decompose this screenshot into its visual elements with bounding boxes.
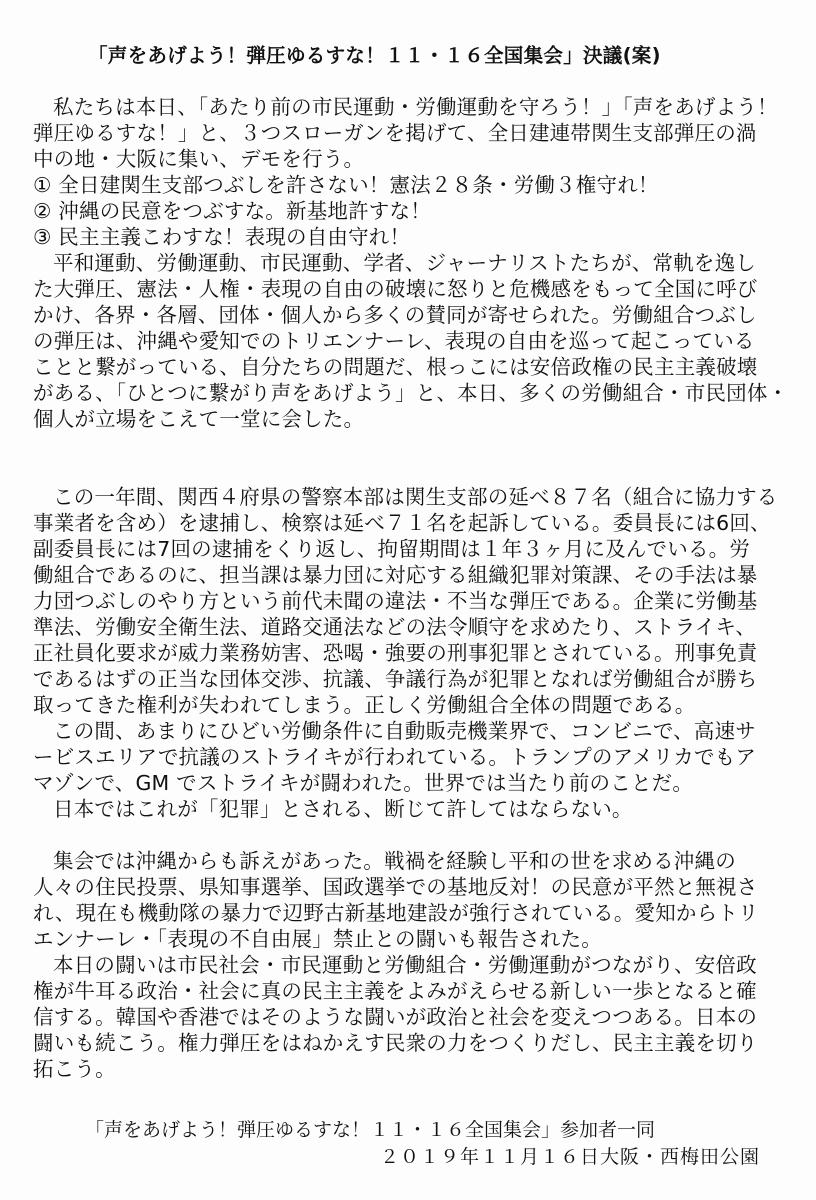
slogan-item: ① 全日建関生支部つぶしを許さない！憲法２８条・労働３権守れ！ — [33, 173, 659, 197]
paragraph-line: ことと繋がっている、自分たちの問題だ、根っこには安倍政権の民主主義破壊 — [33, 355, 758, 379]
intro-section — [33, 94, 793, 432]
rally-section — [33, 848, 793, 1082]
paragraph-line: 事業者を含め）を逮捕し、検察は延べ７１名を起訴している。委員長には6回、 — [33, 511, 771, 535]
paragraph-line: ービスエリアで抗議のストライキが行われている。トランプのアメリカでもア — [33, 745, 757, 769]
paragraph-line: がある、「ひとつに繋がり声をあげよう」と、本日、多くの労働組合・市民団体・ — [33, 381, 789, 405]
paragraph-line: れ、現在も機動隊の暴力で辺野古新基地建設が強行されている。愛知からトリ — [33, 901, 759, 925]
paragraph-line: 平和運動、労働運動、市民運動、学者、ジャーナリストたちが、常軌を逸し — [53, 251, 756, 275]
paragraph-line: 闘いも続こう。権力弾圧をはねかえす民衆の力をつくりだし、民主主義を切り — [33, 1031, 758, 1055]
paragraph-line: 拓こう。 — [33, 1057, 116, 1081]
paragraph-line: であるはずの正当な団体交渉、抗議、争議行為が犯罪となれば労働組合が勝ち — [33, 667, 758, 691]
paragraph-line: 信する。韓国や香港ではそのような闘いが政治と社会を変えつつある。日本の — [33, 1005, 758, 1029]
paragraph-line: の弾圧は、沖縄や愛知でのトリエンナーレ、表現の自由を巡って起こっている — [33, 329, 755, 353]
paragraph-line: エンナーレ・「表現の不自由展」禁止との闘いも報告された。 — [33, 927, 602, 951]
paragraph-line: 準法、労働安全衛生法、道路交通法などの法令順守を求めたり、ストライキ、 — [33, 615, 757, 639]
paragraph-line: 個人が立場をこえて一堂に会した。 — [33, 407, 365, 431]
paragraph-line: マゾンで、GM でストライキが闘われた。世界では当たり前のことだ。 — [33, 771, 694, 795]
paragraph-line: 働組合であるのに、担当課は暴力団に対応する組織犯罪対策課、その手法は暴 — [33, 563, 758, 587]
paragraph-line: 取ってきた権利が失われてしまう。正しく労働組合全体の問題である。 — [33, 693, 696, 717]
paragraph-line: 日本ではこれが「犯罪」とされる、断じて許してはならない。 — [53, 797, 633, 821]
intro-line: 弾圧ゆるすな！」と、３つスローガンを掲げて、全日建連帯関生支部弾圧の渦 — [33, 121, 757, 145]
paragraph-line: た大弾圧、憲法・人権・表現の自由の破壊に怒りと危機感をもって全国に呼び — [33, 277, 758, 301]
paragraph-line: この間、あまりにひどい労働条件に自動販売機業界で、コンビニで、高速サ — [53, 719, 756, 743]
paragraph-line: 人々の住民投票、県知事選挙、国政選挙での基地反対！の民意が平然と無視さ — [33, 875, 758, 899]
slogan-item: ② 沖縄の民意をつぶすな。新基地許すな！ — [33, 199, 431, 223]
date-place: ２０１９年１１月１６日大阪・西梅田公園 — [380, 1146, 761, 1168]
intro-line: 中の地・大阪に集い、デモを行う。 — [33, 147, 365, 171]
slogan-item: ③ 民主主義こわすな！表現の自由守れ！ — [33, 225, 411, 249]
paragraph-line: この一年間、関西４府県の警察本部は関生支部の延べ８７名（組合に協力する — [53, 485, 778, 509]
paragraph-line: かけ、各界・各層、団体・個人から多くの賛同が寄せられた。労働組合つぶし — [33, 303, 757, 327]
paragraph-line: 正社員化要求が威力業務妨害、恐喝・強要の刑事犯罪とされている。刑事免責 — [33, 641, 758, 665]
arrests-section — [33, 484, 793, 822]
paragraph-line: 副委員長には7回の逮捕をくり返し、拘留期間は１年３ヶ月に及んでいる。労 — [33, 537, 751, 561]
intro-line: 私たちは本日、「あたり前の市民運動・労働運動を守ろう！」「声をあげよう！ — [53, 95, 778, 119]
document-title: 「声をあげよう！弾圧ゆるすな！１１・１６全国集会」決議(案) — [88, 44, 661, 67]
paragraph-line: 権が牛耳る政治・社会に真の民主主義をよみがえらせる新しい一歩となると確 — [33, 979, 757, 1003]
paragraph-line: 力団つぶしのやり方という前代未聞の違法・不当な弾圧である。企業に労働基 — [33, 589, 758, 613]
paragraph-line: 集会では沖縄からも訴えがあった。戦禍を経験し平和の世を求める沖縄の — [53, 849, 736, 873]
paragraph-line: 本日の闘いは市民社会・市民運動と労働組合・労働運動がつながり、安倍政 — [53, 953, 757, 977]
signature: 「声をあげよう！弾圧ゆるすな！１１・１６全国集会」参加者一同 — [85, 1119, 656, 1141]
